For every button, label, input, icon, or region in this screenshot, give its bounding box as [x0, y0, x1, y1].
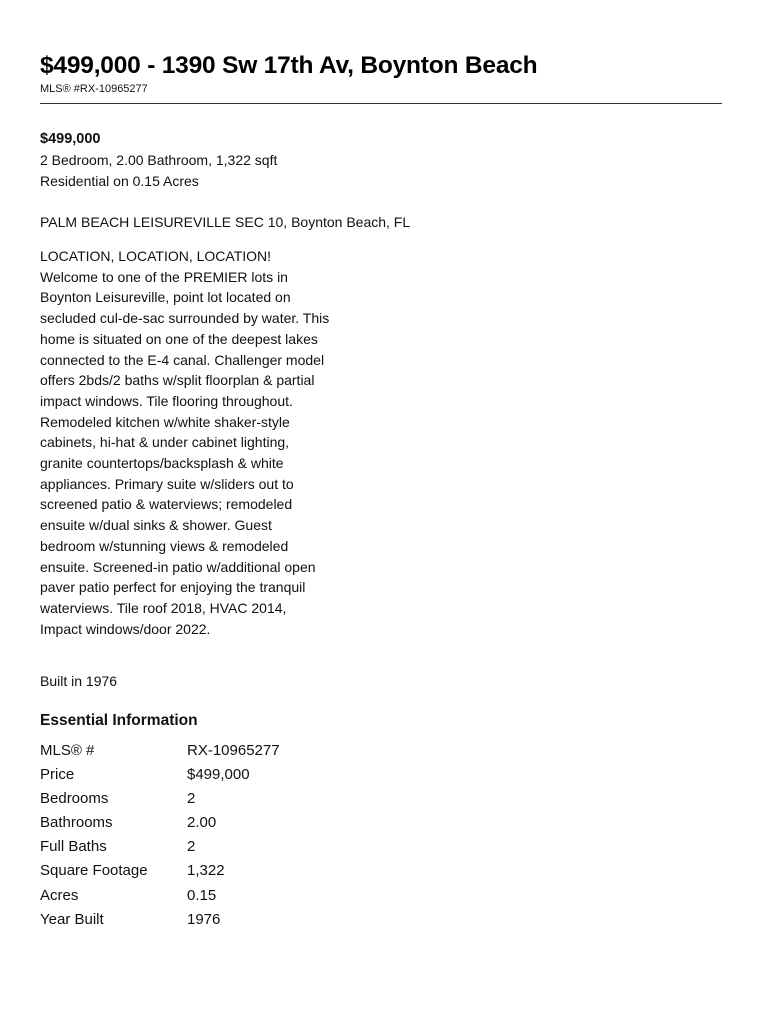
info-label: Year Built — [40, 910, 104, 928]
description-line: cabinets, hi-hat & under cabinet lighting, — [40, 434, 290, 451]
subdivision-location: PALM BEACH LEISUREVILLE SEC 10, Boynton Beach, FL — [40, 214, 411, 230]
info-row-year-built — [40, 910, 280, 934]
info-label: Acres — [40, 886, 79, 904]
description-line: screened patio & waterviews; remodeled — [40, 496, 293, 513]
description-line: home is situated on one of the deepest lakes — [40, 330, 318, 347]
description-line: offers 2bds/2 baths w/split floorplan & partial — [40, 372, 315, 389]
info-value: 0.15 — [187, 886, 217, 904]
info-value: 1,322 — [187, 862, 225, 880]
description-line: impact windows. Tile flooring throughout. — [40, 392, 293, 409]
description-line: Welcome to one of the PREMIER lots in — [40, 268, 288, 285]
page-title: $499,000 - 1390 Sw 17th Av, Boynton Beach — [40, 52, 538, 79]
info-row-acres — [40, 886, 280, 910]
info-value: RX-10965277 — [187, 742, 280, 759]
info-label: Square Footage — [40, 862, 148, 880]
info-value: 1976 — [187, 910, 221, 928]
description-line: Remodeled kitchen w/white shaker-style — [40, 413, 290, 430]
essential-info-table — [40, 741, 280, 934]
description-line: ensuite. Screened-in patio w/additional open — [40, 558, 316, 575]
description-line: granite countertops/backsplash & white — [40, 455, 284, 472]
description-line: connected to the E-4 canal. Challenger model — [40, 351, 325, 368]
description-line: waterviews. Tile roof 2018, HVAC 2014, — [40, 599, 287, 616]
essential-info-heading: Essential Information — [40, 712, 198, 729]
description-line: secluded cul-de-sac surrounded by water. This — [40, 310, 330, 327]
info-row-bedrooms — [40, 789, 280, 813]
description-line: appliances. Primary suite w/sliders out to — [40, 475, 294, 492]
beds-baths-sqft: 2 Bedroom, 2.00 Bathroom, 1,322 sqft — [40, 152, 278, 168]
info-label: MLS® # — [40, 742, 95, 759]
info-label: Price — [40, 766, 75, 784]
info-row-square-footage — [40, 861, 280, 885]
info-value: $499,000 — [187, 766, 250, 784]
header-divider — [40, 103, 722, 104]
info-row-mls — [40, 741, 280, 765]
info-row-full-baths — [40, 837, 280, 861]
year-built-note: Built in 1976 — [40, 673, 118, 689]
info-label: Bathrooms — [40, 814, 113, 832]
description-line: Boynton Leisureville, point lot located on — [40, 289, 291, 306]
info-value: 2.00 — [187, 814, 217, 832]
description-line: bedroom w/stunning views & remodeled — [40, 537, 289, 554]
description-line: ensuite w/dual sinks & shower. Guest — [40, 517, 272, 534]
info-value: 2 — [187, 790, 196, 808]
property-type-acres: Residential on 0.15 Acres — [40, 173, 199, 189]
info-row-bathrooms — [40, 813, 280, 837]
listing-price: $499,000 — [40, 131, 101, 147]
info-label: Full Baths — [40, 838, 107, 856]
info-row-price — [40, 765, 280, 789]
description-line: Impact windows/door 2022. — [40, 620, 211, 637]
info-label: Bedrooms — [40, 790, 109, 808]
description-line: paver patio perfect for enjoying the tranquil — [40, 579, 306, 596]
listing-description — [40, 246, 329, 639]
info-value: 2 — [187, 838, 196, 856]
description-line: LOCATION, LOCATION, LOCATION! — [40, 248, 272, 264]
mls-number-subtitle: MLS® #RX-10965277 — [40, 83, 148, 95]
